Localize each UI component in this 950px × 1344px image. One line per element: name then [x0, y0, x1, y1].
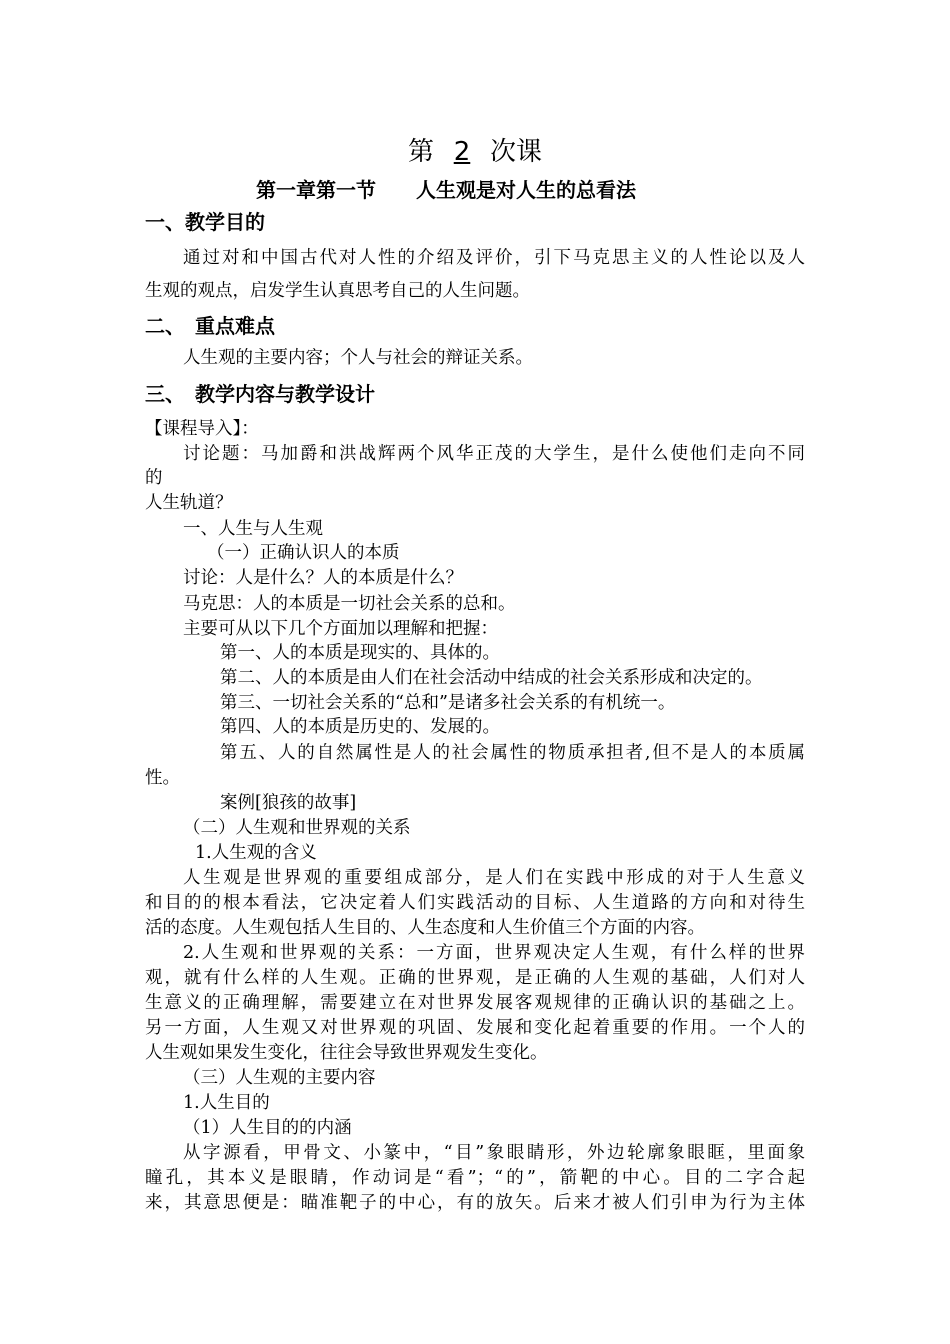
paragraph-line: 案例[狼孩的故事]: [220, 793, 357, 813]
paragraph-line: （三）人生观的主要内容: [183, 1068, 376, 1088]
paragraph-line: 马克思：人的本质是一切社会关系的总和。: [183, 594, 516, 614]
paragraph-line: 第三、一切社会关系的“总和”是诸多社会关系的有机统一。: [220, 693, 676, 713]
paragraph-line: 观，就有什么样的人生观。正确的世界观，是正确的人生观的基础，人们对人: [145, 968, 805, 988]
paragraph-line: 来，其意思便是：瞄准靶子的中心，有的放矢。后来才被人们引申为行为主体: [145, 1193, 805, 1213]
paragraph-line: 生观的观点，启发学生认真思考自己的人生问题。: [145, 281, 530, 301]
paragraph-line: 的: [145, 468, 163, 488]
paragraph-line: 人生观的主要内容；个人与社会的辩证关系。: [183, 348, 533, 368]
paragraph-line: 1.人生观的含义: [195, 843, 317, 863]
paragraph-line: 第四、人的本质是历史的、发展的。: [220, 717, 500, 737]
lesson-number: 2: [453, 137, 471, 167]
paragraph-line: （一）正确认识人的本质: [207, 543, 400, 563]
paragraph-line: 第五、人的自然属性是人的社会属性的物质承担者,但不是人的本质属: [220, 743, 805, 763]
title-suffix: 次课: [490, 137, 543, 167]
paragraph-line: 从字源看，甲骨文、小篆中，“目”象眼睛形，外边轮廓象眼眶，里面象: [183, 1143, 805, 1163]
heading-content-design: 三、 教学内容与教学设计: [145, 382, 375, 406]
paragraph-line: 第一、人的本质是现实的、具体的。: [220, 643, 500, 663]
paragraph-line: 第二、人的本质是由人们在社会活动中结成的社会关系形成和决定的。: [220, 668, 763, 688]
paragraph-line: 活的态度。人生观包括人生目的、人生态度和人生价值三个方面的内容。: [145, 918, 705, 938]
paragraph-line: 讨论：人是什么？人的本质是什么？: [183, 568, 463, 588]
title-prefix: 第: [407, 137, 434, 167]
heading-key-points: 二、 重点难点: [145, 314, 275, 338]
paragraph-line: 人生观是世界观的重要组成部分，是人们在实践中形成的对于人生意义: [183, 868, 805, 888]
heading-teaching-goal: 一、教学目的: [145, 210, 265, 234]
paragraph-line: 【课程导入】：: [145, 419, 259, 439]
paragraph-line: 另一方面，人生观又对世界观的巩固、发展和变化起着重要的作用。一个人的: [145, 1018, 805, 1038]
paragraph-line: 讨论题：马加爵和洪战辉两个风华正茂的大学生，是什么使他们走向不同: [183, 444, 805, 464]
paragraph-line: 性。: [145, 768, 180, 788]
paragraph-line: 通过对和中国古代对人性的介绍及评价，引下马克思主义的人性论以及人: [183, 248, 805, 268]
paragraph-line: 主要可从以下几个方面加以理解和把握：: [183, 619, 498, 639]
paragraph-line: 一、人生与人生观: [183, 519, 323, 539]
chapter-subtitle: 第一章第一节 人生观是对人生的总看法: [256, 178, 636, 202]
paragraph-line: （二）人生观和世界观的关系: [183, 818, 411, 838]
lesson-title: [0, 136, 950, 168]
paragraph-line: 1.人生目的: [183, 1093, 270, 1113]
paragraph-line: 人生观如果发生变化，往往会导致世界观发生变化。: [145, 1043, 548, 1063]
paragraph-line: 生意义的正确理解，需要建立在对世界发展客观规律的正确认识的基础之上。: [145, 993, 805, 1013]
paragraph-line: 瞳孔，其本义是眼睛，作动词是“看”；“的”，箭靶的中心。目的二字合起: [145, 1168, 805, 1188]
paragraph-line: （1）人生目的的内涵: [183, 1118, 352, 1138]
paragraph-line: 人生轨道？: [145, 493, 233, 513]
paragraph-line: 和目的的根本看法，它决定着人们实践活动的目标、人生道路的方向和对待生: [145, 893, 805, 913]
paragraph-line: 2.人生观和世界观的关系：一方面，世界观决定人生观，有什么样的世界: [183, 943, 805, 963]
